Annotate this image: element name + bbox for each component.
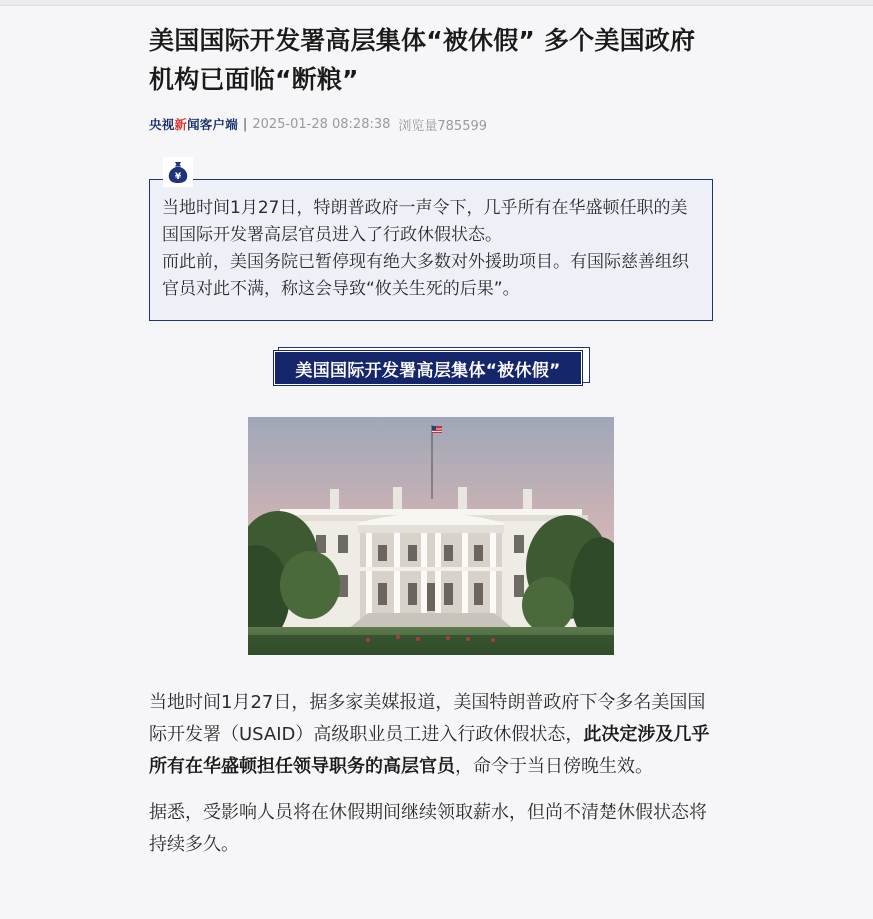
publish-time: 2025-01-28 08:28:38 [252,116,391,132]
section-heading [149,347,713,387]
money-bag-icon [163,157,193,187]
section-heading-label: 美国国际开发署高层集体“被休假” [274,351,582,385]
body-paragraph-1 [149,687,713,783]
body-p1-text: 当地时间1月27日，据多家美媒报道，美国特朗普政府下令多名美国国际开发署（USAID）高级职业员工进入行政休假状态， [149,692,706,745]
summary-paragraph-2: 而此前，美国务院已暂停现有绝大多数对外援助项目。有国际慈善组织官员对此不满，称这会导致“攸关生死的后果”。 [162,252,689,299]
summary-box [149,179,713,321]
article-meta [149,114,713,134]
article-body [149,687,713,861]
source-accent: 新 [174,117,188,132]
view-count: 浏览量785599 [398,118,488,134]
body-paragraph-2: 据悉，受影响人员将在休假期间继续领取薪水，但尚不清楚休假状态将持续多久。 [149,802,707,855]
article-title: 美国国际开发署高层集体“被休假” 多个美国政府机构已面临“断粮” [149,26,696,94]
summary-block [149,172,713,321]
white-house-photo[interactable] [248,417,614,655]
article-page [0,6,873,875]
body-p1-end: ，命令于当日傍晚生效。 [455,756,653,777]
svg-text:¥: ¥ [174,172,182,182]
summary-paragraph-1: 当地时间1月27日，特朗普政府一声令下，几乎所有在华盛顿任职的美国国际开发署高层官员进入了行政休假状态。 [162,198,688,245]
body-p1-bold: 此决定涉及几乎所有在华盛顿担任领导职务的高层官员 [149,724,710,777]
article [149,21,713,861]
meta-separator: | [242,116,248,132]
source-brand[interactable] [149,115,238,133]
source-prefix: 央视 [149,117,175,132]
source-suffix: 闻客户端 [187,117,238,132]
